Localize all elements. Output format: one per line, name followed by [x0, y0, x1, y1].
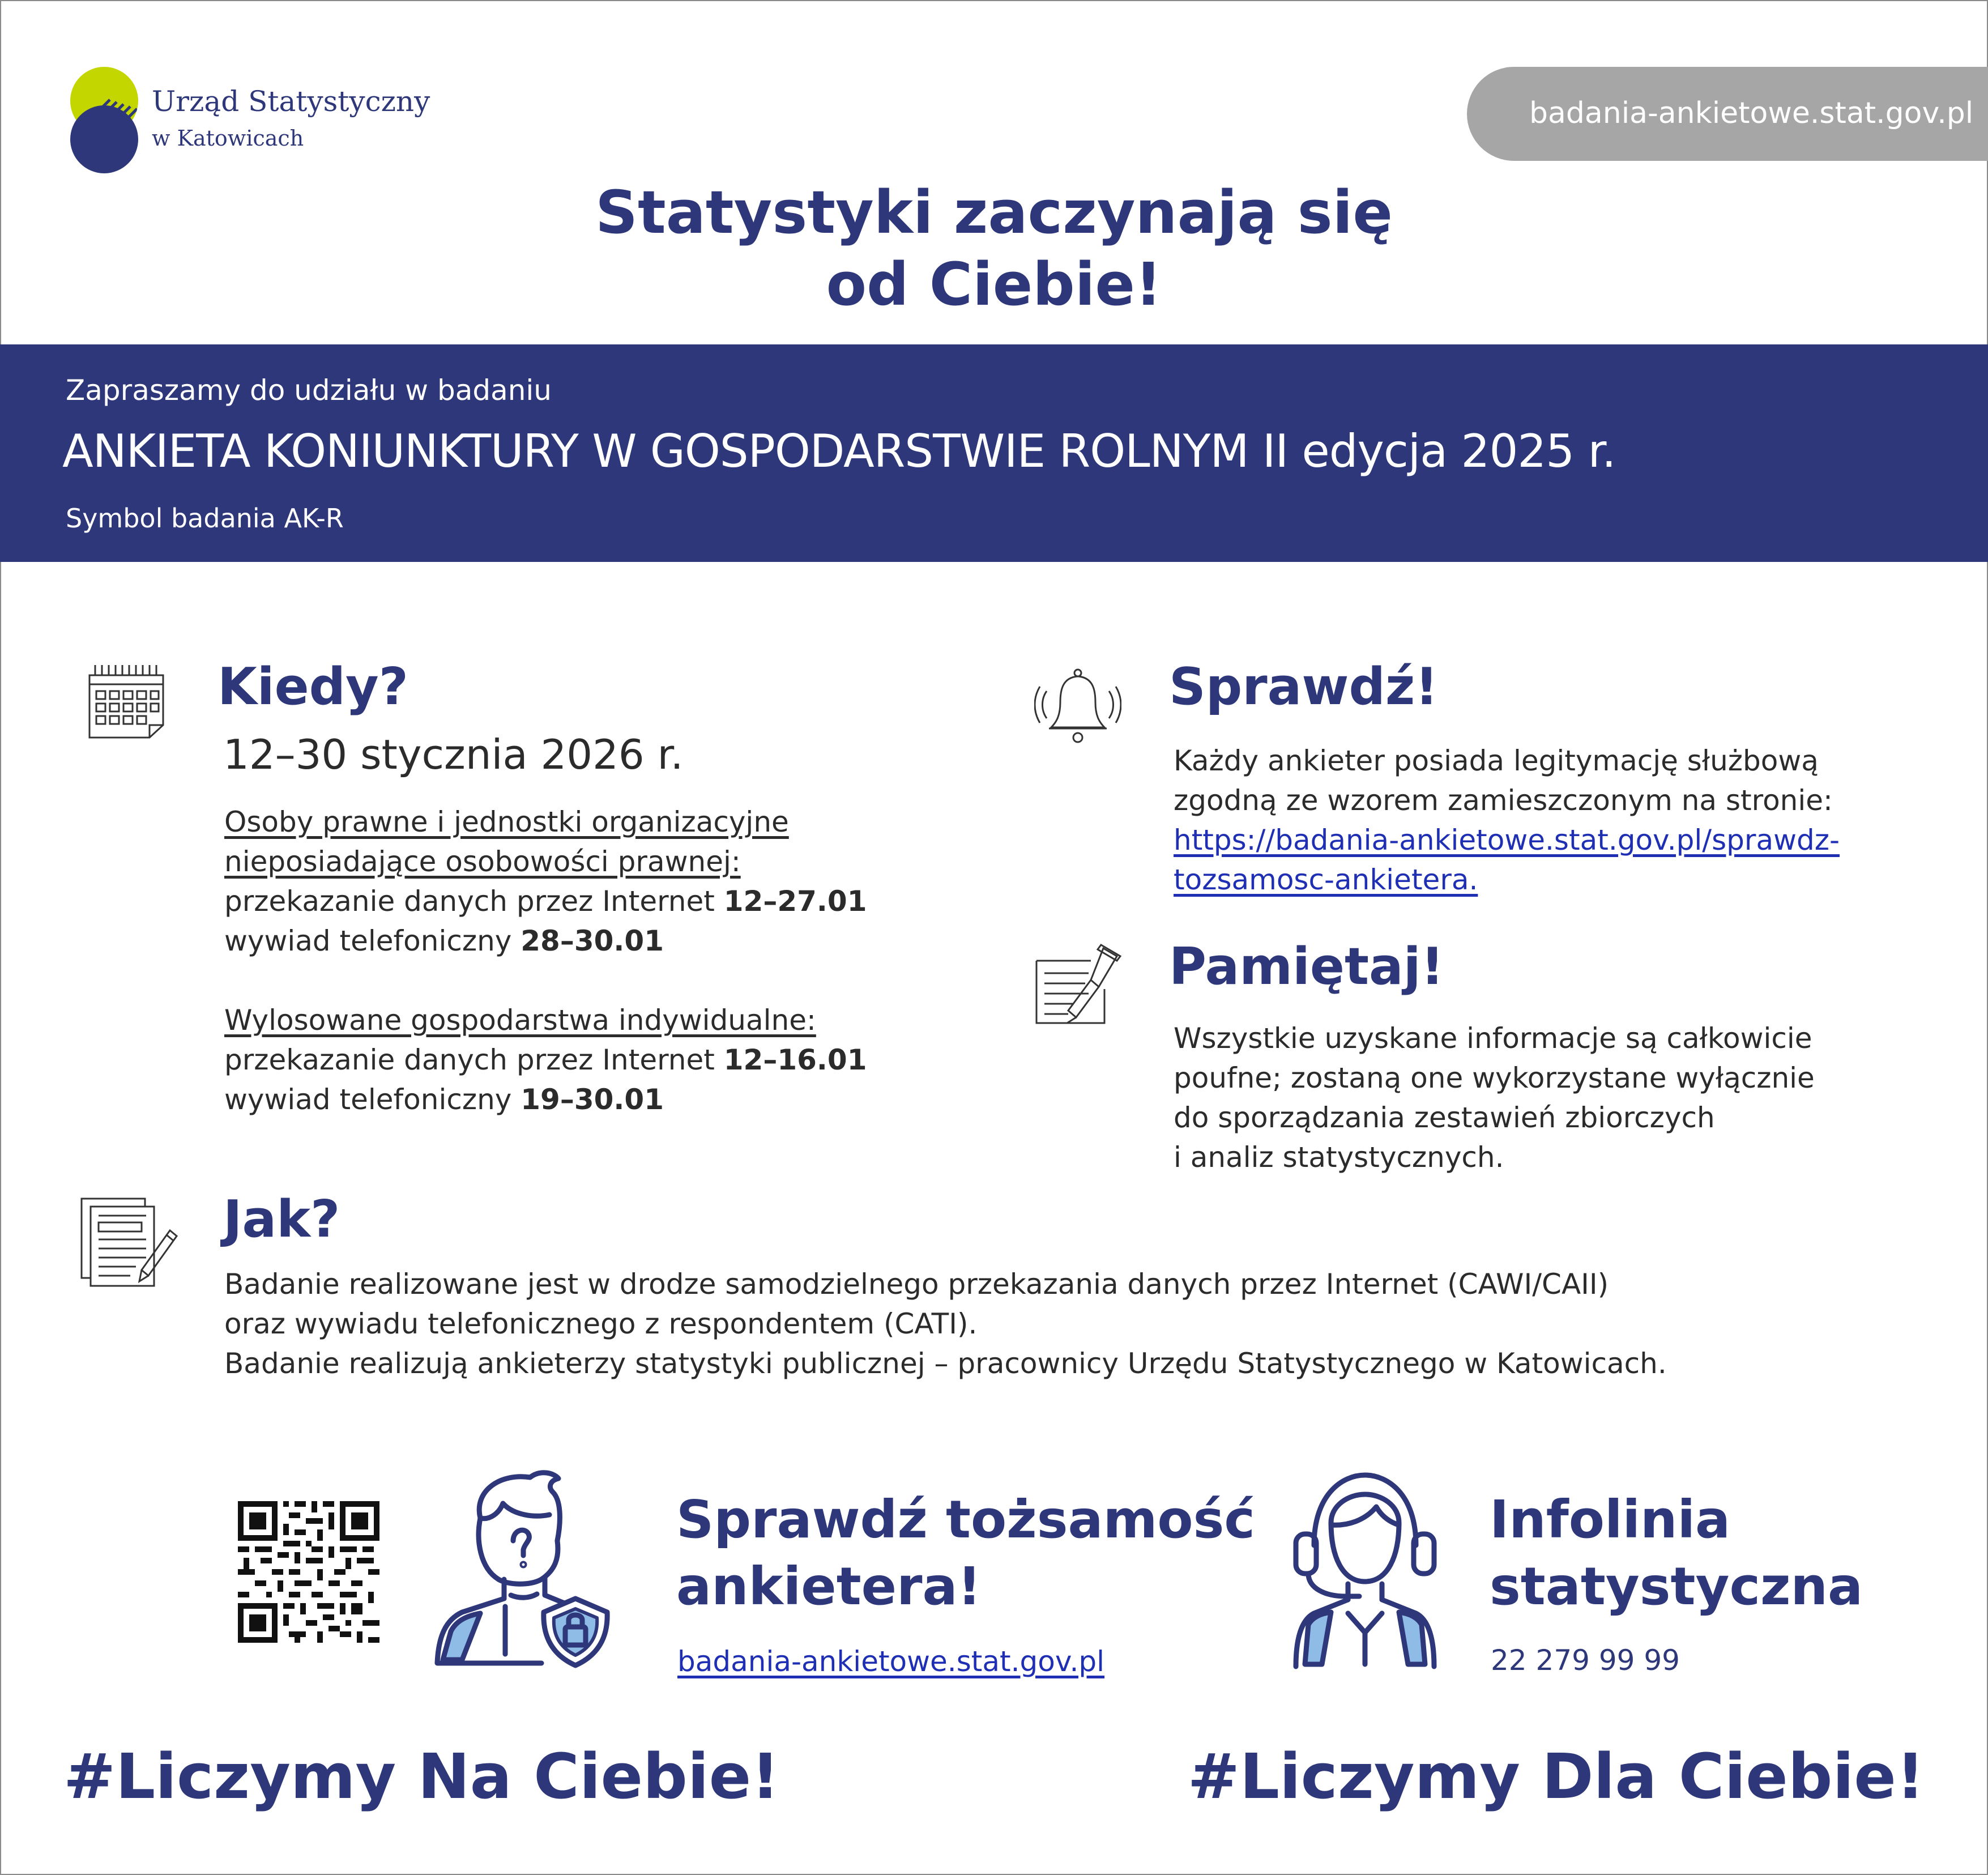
- survey-date: 12–30 stycznia 2026 r.: [223, 731, 684, 778]
- verify-title-line2: ankietera!: [676, 1556, 982, 1617]
- pamietaj-text: [1174, 1019, 1815, 1177]
- group1-phone: [224, 921, 867, 961]
- group1-label-line2: nieposiadające osobowości prawnej:: [224, 845, 741, 878]
- group2-label: Wylosowane gospodarstwa indywidualne:: [224, 1004, 816, 1037]
- survey-title: ANKIETA KONIUNKTURY W GOSPODARSTWIE ROLNYM II edycja 2025 r.: [62, 425, 1616, 478]
- infoline-title: [1490, 1486, 1863, 1620]
- jak-text: [224, 1264, 1667, 1383]
- url-pill[interactable]: [1467, 67, 1988, 161]
- verify-link[interactable]: badania-ankietowe.stat.gov.pl: [677, 1645, 1105, 1678]
- inspector-person-icon: [428, 1467, 621, 1671]
- jak-heading: Jak?: [223, 1190, 340, 1249]
- headline-line2: od Ciebie!: [826, 249, 1162, 319]
- group1-internet-dates: 12–27.01: [723, 885, 867, 918]
- hashtag-right: #Liczymy Dla Ciebie!: [1187, 1740, 1925, 1813]
- sprawdz-heading: Sprawdź!: [1169, 657, 1439, 717]
- survey-symbol: Symbol badania AK-R: [66, 503, 344, 534]
- banner-intro: Zapraszamy do udziału w badaniu: [66, 374, 552, 407]
- calendar-icon: [87, 663, 167, 740]
- org-subname: w Katowicach: [152, 126, 304, 151]
- infoline-title-line2: statystyczna: [1490, 1556, 1863, 1617]
- kiedy-heading: Kiedy?: [217, 657, 408, 717]
- hashtag-left: #Liczymy Na Ciebie!: [63, 1740, 780, 1813]
- group1-internet-text: przekazanie danych przez Internet: [224, 885, 724, 918]
- jak-line2: oraz wywiadu telefonicznego z respondentem (CATI).: [224, 1307, 978, 1340]
- group2-phone-dates: 19–30.01: [521, 1083, 664, 1116]
- org-name: Urząd Statystyczny: [152, 85, 430, 118]
- jak-line1: Badanie realizowane jest w drodze samodzielnego przekazania danych przez Internet (CAWI/CAII): [224, 1268, 1609, 1301]
- infoline-title-line1: Infolinia: [1490, 1489, 1731, 1550]
- sprawdz-link-line2[interactable]: tozsamosc-ankietera.: [1174, 863, 1478, 896]
- headline: [0, 177, 1988, 321]
- group2-internet-dates: 12–16.01: [723, 1043, 867, 1076]
- group1-phone-dates: 28–30.01: [521, 924, 664, 957]
- logo-icon: [70, 66, 144, 173]
- pamietaj-line2: poufne; zostaną one wykorzystane wyłącznie: [1174, 1062, 1815, 1094]
- pamietaj-heading: Pamiętaj!: [1169, 937, 1444, 996]
- kiedy-group2: [224, 1000, 867, 1119]
- document-pin-icon: [1034, 938, 1125, 1029]
- group2-internet-text: przekazanie danych przez Internet: [224, 1043, 724, 1076]
- qr-code[interactable]: [238, 1501, 379, 1643]
- bell-icon: [1034, 667, 1121, 747]
- verify-title: [676, 1486, 1255, 1620]
- pamietaj-line3: do sporządzania zestawień zbiorczych: [1174, 1101, 1715, 1134]
- jak-line3: Badanie realizują ankieterzy statystyki publicznej – pracownicy Urzędu Statystycznego w Katowicach.: [224, 1347, 1667, 1380]
- sprawdz-text: [1174, 741, 1840, 900]
- pamietaj-line4: i analiz statystycznych.: [1174, 1141, 1504, 1174]
- sprawdz-link-line1[interactable]: https://badania-ankietowe.stat.gov.pl/sprawdz-: [1174, 824, 1840, 856]
- sprawdz-line2: zgodną ze wzorem zamieszczonym na stronie:: [1174, 784, 1833, 817]
- sprawdz-line1: Każdy ankieter posiada legitymację służbową: [1174, 744, 1819, 777]
- group2-phone-text: wywiad telefoniczny: [224, 1083, 521, 1116]
- group1-label-line1: Osoby prawne i jednostki organizacyjne: [224, 806, 789, 838]
- kiedy-group1: [224, 802, 867, 961]
- hotline-operator-icon: [1291, 1472, 1439, 1670]
- group1-phone-text: wywiad telefoniczny: [224, 924, 521, 957]
- infoline-phone[interactable]: 22 279 99 99: [1491, 1644, 1680, 1677]
- verify-title-line1: Sprawdź tożsamość: [676, 1489, 1255, 1550]
- group1-internet: [224, 881, 867, 921]
- pamietaj-line1: Wszystkie uzyskane informacje są całkowicie: [1174, 1022, 1812, 1055]
- group2-internet: [224, 1040, 867, 1080]
- group2-phone: [224, 1080, 867, 1119]
- url-pill-text[interactable]: badania-ankietowe.stat.gov.pl: [1529, 96, 1974, 130]
- headline-line1: Statystyki zaczynają się: [595, 178, 1393, 247]
- forms-pen-icon: [79, 1196, 179, 1288]
